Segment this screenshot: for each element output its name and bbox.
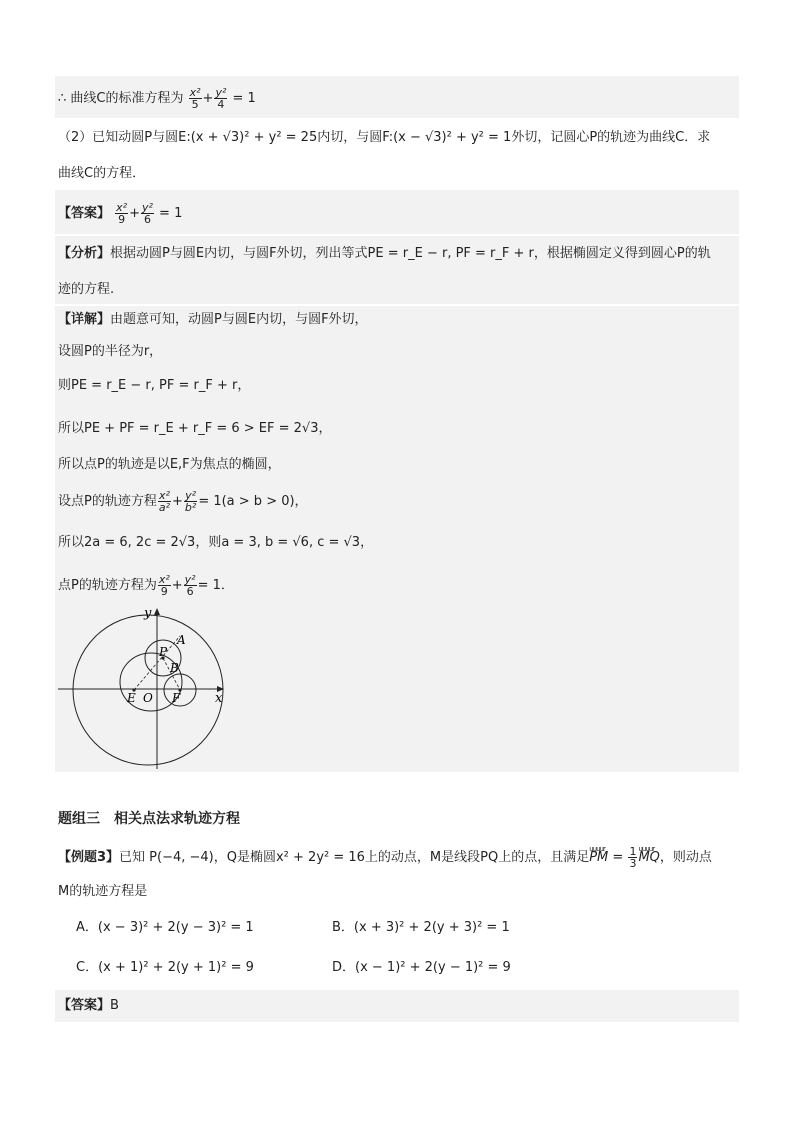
std-f1d: 5 <box>191 98 199 111</box>
answer-line: 【答案】 $\frac{\text{x²}}{9}$ + $\frac{\text{y²}}{6}$ = 1 <box>58 201 183 226</box>
std-prefix: ∴ 曲线C的标准方程为 <box>58 91 184 106</box>
label-e: E <box>127 691 136 705</box>
y-axis-arrow <box>154 608 160 615</box>
detail-6-f1d: a² <box>158 501 170 514</box>
vector-pm <box>589 848 608 868</box>
option-c[interactable]: C．(x + 1)² + 2(y + 1)² = 9 <box>76 960 254 975</box>
detail-8b: = 1． <box>197 578 234 593</box>
detail-6-f2n: y² <box>185 489 197 502</box>
vector-mq <box>638 848 659 868</box>
answer3-band <box>55 990 739 1022</box>
detail-8-frac-1 <box>158 574 171 597</box>
label-x: x <box>215 691 223 706</box>
detail-8-f2n: y² <box>184 573 196 586</box>
label-p: P <box>159 645 168 659</box>
detail-8-f1d: 9 <box>160 585 168 598</box>
standard-equation-line: ∴ 曲线C的标准方程为 $\frac{\text{x²}}{5}$ + $\frac{\text{y²}}{4}$ = 1 <box>58 86 256 111</box>
answer-f2d: 6 <box>143 213 151 226</box>
detail-label: 【详解】 <box>58 312 111 327</box>
detail-line-6: 设点P的轨迹方程 $\frac{\text{x²}}{\text{a²}}$ + $\frac{\text{y²}}{\text{b²}}$ = 1(a > b > 0)， <box>58 489 308 514</box>
detail-6-frac-1 <box>158 490 171 513</box>
answer-frac-1 <box>115 202 128 225</box>
detail-text-1: 由题意可知，动圆P与圆E内切，与圆F外切， <box>110 312 368 327</box>
std-f2d: 4 <box>217 98 225 111</box>
answer-rhs: = 1 <box>159 206 183 221</box>
label-f: F <box>172 691 181 705</box>
vector-pm-label: PM <box>589 850 609 865</box>
detail-8-frac-2 <box>184 574 197 597</box>
detail-line-2: 设圆P的半径为r， <box>58 344 163 359</box>
example3-fd: 3 <box>629 857 637 870</box>
detail-6b: = 1(a > b > 0)， <box>198 494 308 509</box>
option-a[interactable]: A．(x − 3)² + 2(y − 3)² = 1 <box>76 920 254 935</box>
example3-text-2: ，则动点 <box>659 850 712 865</box>
option-b[interactable]: B．(x + 3)² + 2(y + 3)² = 1 <box>332 920 510 935</box>
detail-6-f1n: x² <box>158 489 170 502</box>
circles-figure <box>56 606 226 771</box>
q2-line-2: 曲线C的方程． <box>58 166 146 181</box>
detail-8-f2d: 6 <box>186 585 194 598</box>
detail-6-f2d: b² <box>184 501 197 514</box>
example3-fn: 1 <box>629 845 637 858</box>
std-f1n: x² <box>189 86 201 99</box>
answer-f1n: x² <box>116 201 128 214</box>
detail-line-3: 则PE = r_E − r, PF = r_F + r， <box>58 378 251 393</box>
example3-frac <box>628 846 637 869</box>
answer-label: 【答案】 <box>58 206 111 221</box>
example3-line-2: M的轨迹方程是 <box>58 884 148 899</box>
answer-frac-2 <box>141 202 154 225</box>
analysis-text-1: 根据动圆P与圆E内切，与圆F外切，列出等式PE = r_E − r, PF = r_F + r，根据椭圆定义得到圆心P的轨 <box>110 246 711 261</box>
detail-line-4: 所以PE + PF = r_E + r_F = 6 > EF = 2√3， <box>58 421 332 436</box>
example3-label: 【例题3】 <box>58 850 120 865</box>
answer3-value: B <box>110 998 119 1013</box>
label-a: A <box>177 633 186 647</box>
label-o: O <box>143 691 153 705</box>
vector-mq-label: MQ <box>638 850 660 865</box>
label-y: y <box>144 606 152 621</box>
detail-line-1 <box>58 310 368 330</box>
detail-line-7: 所以2a = 6, 2c = 2√3，则a = 3, b = √6, c = √3， <box>58 535 374 550</box>
label-b: B <box>170 661 179 675</box>
option-d[interactable]: D．(x − 1)² + 2(y − 1)² = 9 <box>332 960 511 975</box>
detail-6-frac-2 <box>184 490 197 513</box>
example3-eq: = <box>612 850 624 865</box>
answer-f2n: y² <box>141 201 153 214</box>
example3-line-1 <box>58 846 712 869</box>
analysis-line-2: 迹的方程. <box>58 282 115 297</box>
std-frac-1 <box>189 87 202 110</box>
detail-8-f1n: x² <box>158 573 170 586</box>
example3-text-1: 已知 P(−4, −4)，Q是椭圆x² + 2y² = 16上的动点，M是线段PQ上的点，且满足 <box>119 850 590 865</box>
detail-line-8: 点P的轨迹方程为 $\frac{\text{x²}}{9}$ + $\frac{\text{y²}}{6}$ = 1． <box>58 573 234 598</box>
detail-line-5: 所以点P的轨迹是以E,F为焦点的椭圆， <box>58 457 281 472</box>
std-rhs: = 1 <box>232 91 256 106</box>
section-title: 题组三 相关点法求轨迹方程 <box>58 811 240 827</box>
detail-6a: 设点P的轨迹方程 <box>58 494 157 509</box>
std-frac-2 <box>214 87 227 110</box>
circle-e <box>73 615 223 765</box>
q2-line-1: （2）已知动圆P与圆E:(x + √3)² + y² = 25内切，与圆F:(x − √3)² + y² = 1外切，记圆心P的轨迹为曲线C．求 <box>58 130 711 145</box>
circles-svg <box>56 606 226 771</box>
analysis-label: 【分析】 <box>58 246 111 261</box>
answer-f1d: 9 <box>118 213 126 226</box>
detail-8a: 点P的轨迹方程为 <box>58 578 157 593</box>
std-f2n: y² <box>215 86 227 99</box>
analysis-line-1 <box>58 244 711 264</box>
answer3-line <box>58 996 119 1016</box>
answer3-label: 【答案】 <box>58 998 111 1013</box>
